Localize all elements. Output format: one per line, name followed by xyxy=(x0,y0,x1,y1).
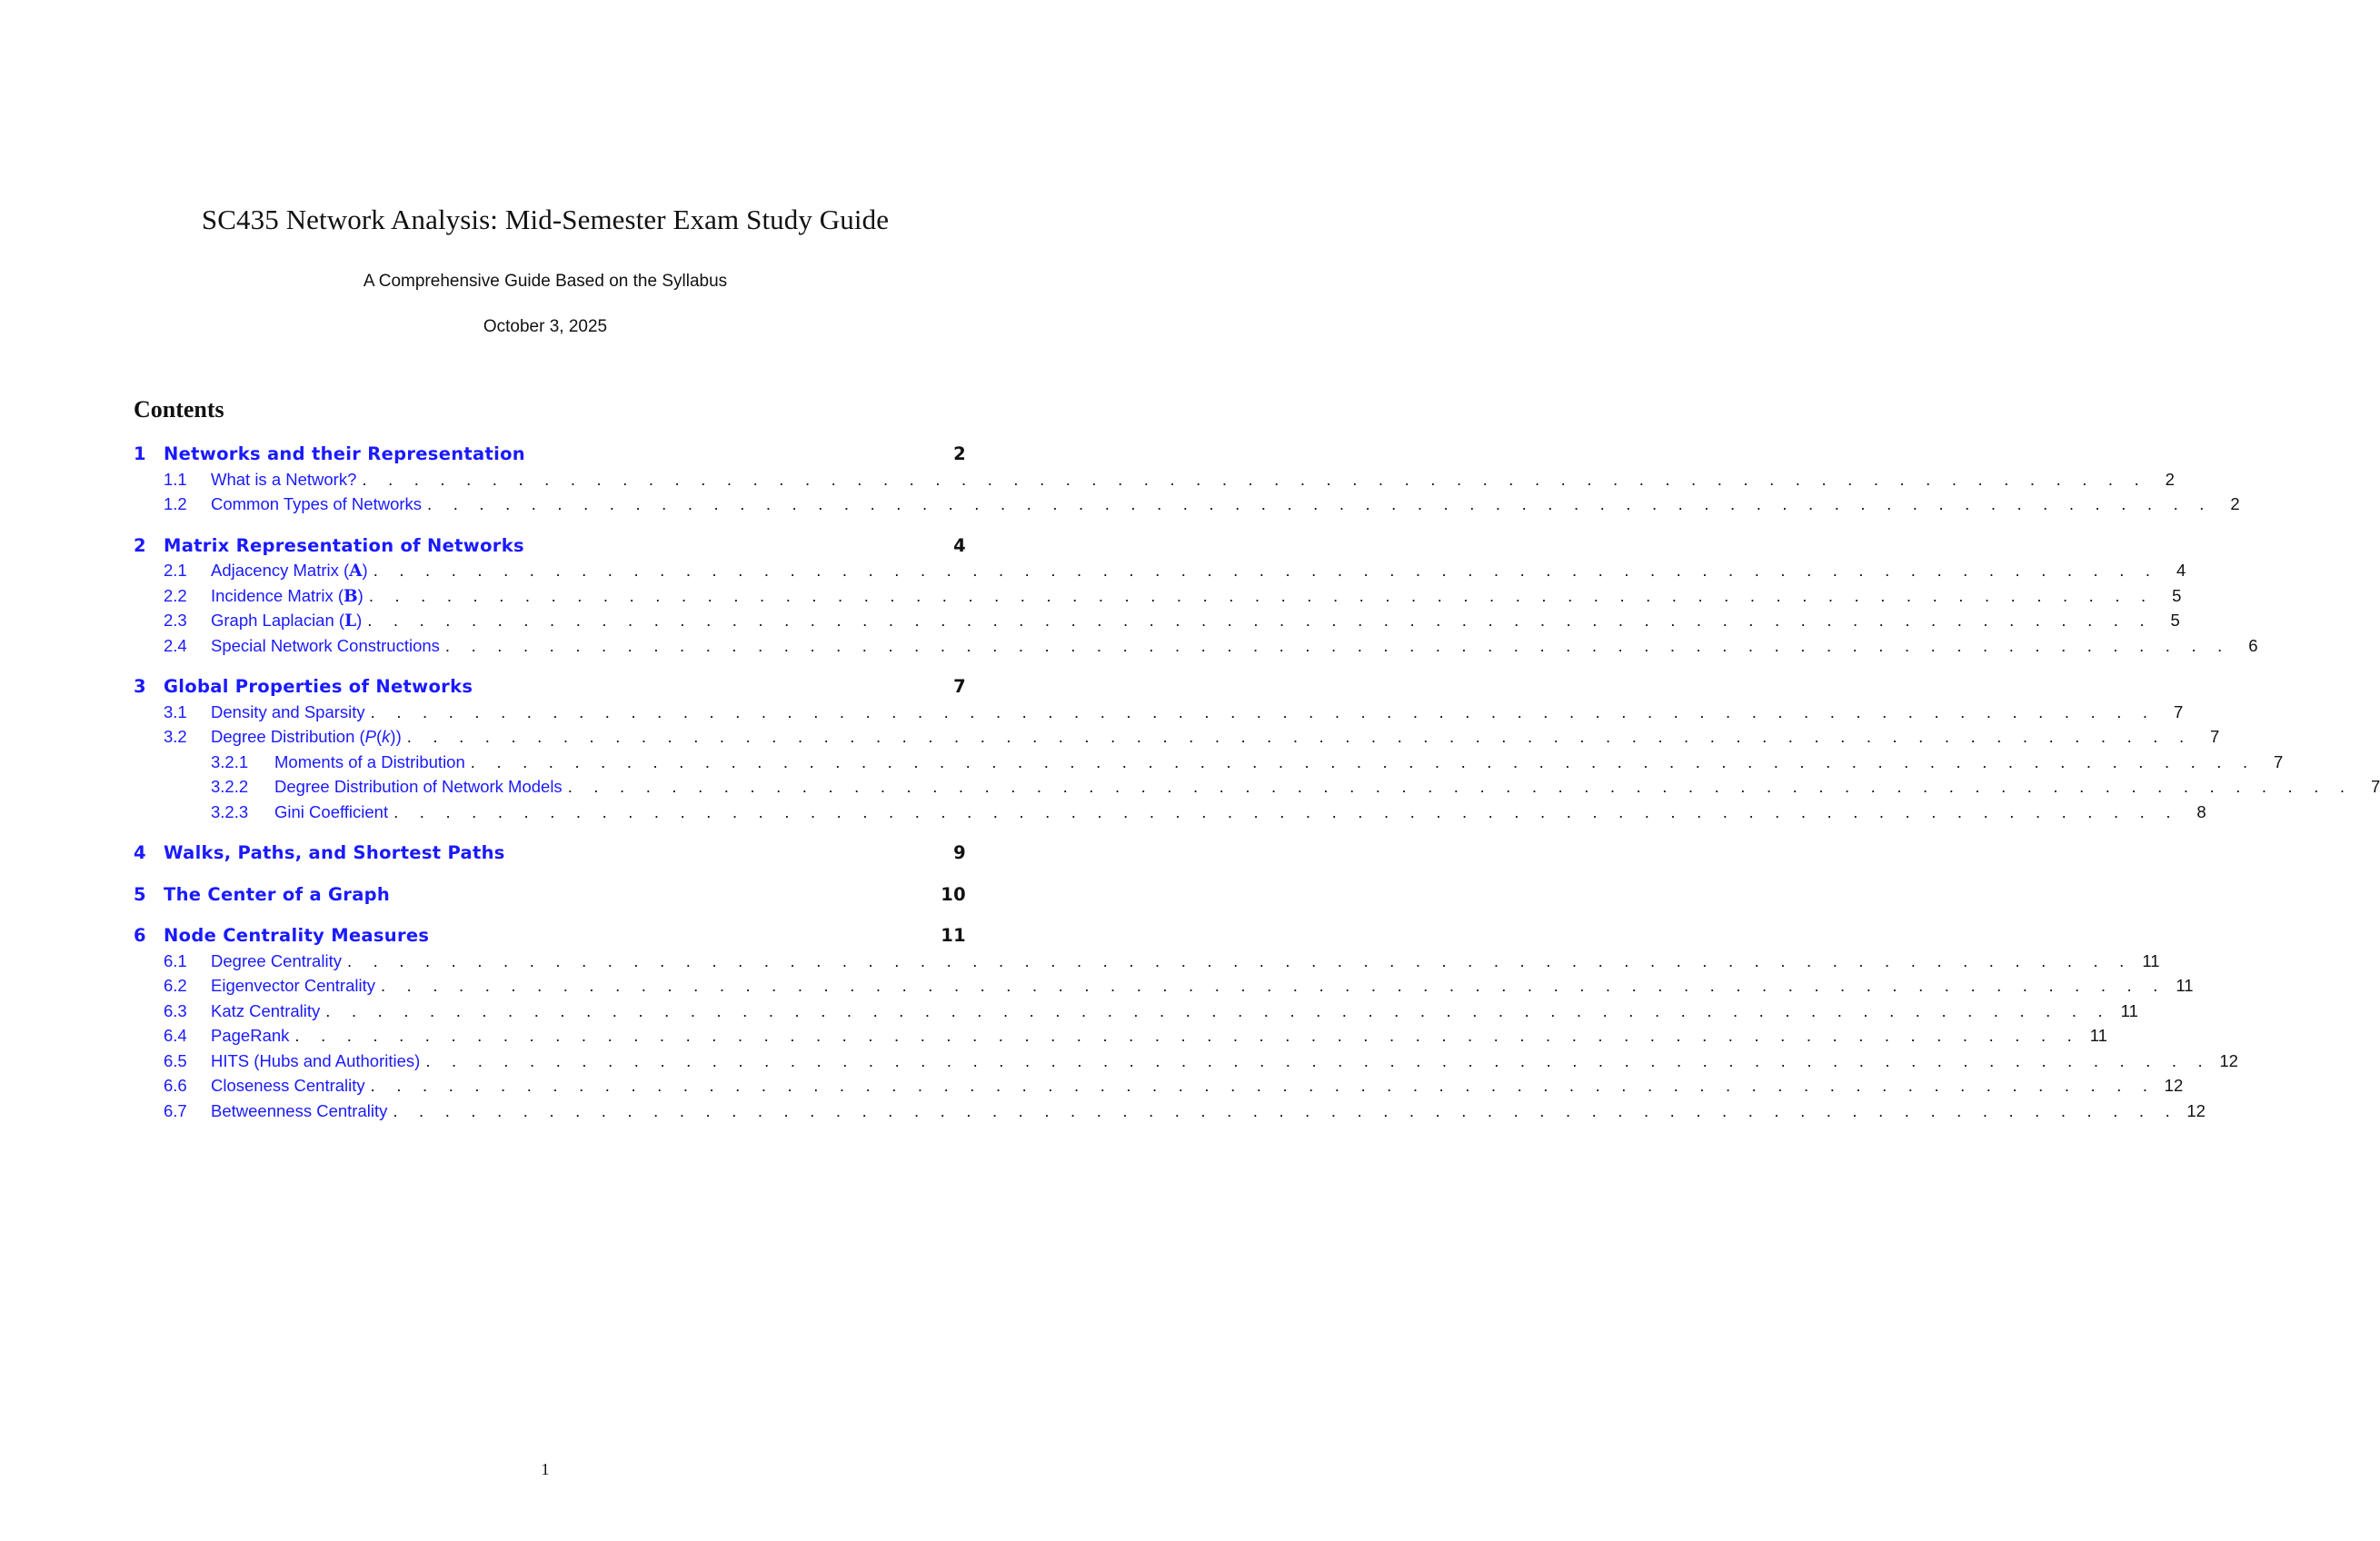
toc-leader-dots: . . . . . . . . . . . . . . . . . . . . . . . . . . . . . . . . . . . . . . . . . . . . . . . . . . . . . . . . . . . . . . . . . . . . . xyxy=(406,727,2193,746)
toc-section-link[interactable] xyxy=(134,923,966,949)
toc-entry-title: Common Types of Networks xyxy=(211,494,423,513)
toc-leader-dots: . . . . . . . . . . . . . . . . . . . . . . . . . . . . . . . . . . . . . . . . . . . . . . . . . . . . . . . . . . . . . . . . . . . . . xyxy=(470,751,2256,771)
toc-entry-page: 4 xyxy=(953,534,966,556)
toc-entry-page: 12 xyxy=(2164,1076,2184,1095)
toc-entry-page: 6 xyxy=(2248,635,2258,655)
toc-leader-dots: . . . . . . . . . . . . . . . . . . . . . . . . . . . . . . . . . . . . . . . . . . . . . . . . . . . . . . . . . . . . . . . . . . . . . xyxy=(325,1000,2111,1020)
toc-leader-dots: . . . . . . . . . . . . . . . . . . . . . . . . . . . . . . . . . . . . . . . . . . . . . . . . . . . . . . . . . . . . . . . . . . . . . xyxy=(427,494,2213,513)
toc-entry-title: Density and Sparsity xyxy=(211,701,365,721)
toc-subsection-link[interactable] xyxy=(134,949,2160,974)
toc-section xyxy=(134,442,2240,517)
toc-leader-dots: . . . . . . . . . . . . . . . . . . . . . . . . . . . . . . . . . . . . . . . . . . . . . . . . . . . . . . . . . . . . . . . . . . . . . xyxy=(370,1076,2156,1095)
toc-entry-number: 4 xyxy=(134,842,146,863)
toc-entry-page: 7 xyxy=(2210,727,2220,746)
toc-entry-page: 2 xyxy=(953,443,966,464)
toc-subsection-link[interactable] xyxy=(134,583,2182,609)
toc-entry-title: Special Network Constructions xyxy=(211,635,440,655)
toc-entry-page: 9 xyxy=(953,842,966,863)
toc-entry-number: 1.2 xyxy=(164,494,187,513)
toc-leader-dots: . . . . . . . . . . . . . . . . . . . . . . . . . . . . . . . . . . . . . . . . . . . . . . . . . . . . . . . . . . . . . . . . . . . . . xyxy=(425,1050,2211,1070)
toc-subsection-link[interactable] xyxy=(134,608,2180,633)
toc-subsection-link[interactable] xyxy=(134,492,2240,517)
toc-subsubsection-link[interactable] xyxy=(134,750,2284,775)
toc-entry-title: Degree Distribution of Network Models xyxy=(274,777,563,796)
toc-subsection-link[interactable] xyxy=(134,973,2194,999)
toc-entry-number: 6.1 xyxy=(164,950,187,970)
toc-entry-title: Gini Coefficient xyxy=(274,801,389,821)
toc-entry-number: 3 xyxy=(134,676,146,697)
toc-section xyxy=(134,882,966,908)
toc-subsection-link[interactable] xyxy=(134,1073,2184,1099)
toc-leader-dots: . . . . . . . . . . . . . . . . . . . . . . . . . . . . . . . . . . . . . . . . . . . . . . . . . . . . . . . . . . . . . . . . . . . . . xyxy=(367,611,2153,630)
toc-entry-page: 2 xyxy=(2165,469,2175,489)
toc-entry-number: 1 xyxy=(134,443,146,464)
toc-leader-dots: . . . . . . . . . . . . . . . . . . . . . . . . . . . . . . . . . . . . . . . . . . . . . . . . . . . . . . . . . . . . . . . . . . . . . xyxy=(567,777,2354,796)
toc-entry-title: The Center of a Graph xyxy=(164,883,391,905)
table-of-contents xyxy=(134,442,2380,1139)
toc-entry-title: Degree Centrality xyxy=(211,950,342,970)
toc-entry-number: 3.2.3 xyxy=(211,801,249,821)
toc-leader-dots: . . . . . . . . . . . . . . . . . . . . . . . . . . . . . . . . . . . . . . . . . . . . . . . . . . . . . . . . . . . . . . . . . . . . . xyxy=(393,801,2179,821)
toc-entry-title: Betweenness Centrality xyxy=(211,1100,388,1120)
toc-entry-number: 3.2.1 xyxy=(211,751,249,771)
toc-subsection-link[interactable] xyxy=(134,558,2186,583)
toc-entry-number: 3.2 xyxy=(164,727,187,746)
toc-entry-title: Degree Distribution (P(k)) xyxy=(211,727,402,746)
toc-section xyxy=(134,533,2258,659)
toc-entry-number: 2 xyxy=(134,534,146,556)
toc-section-link[interactable] xyxy=(134,442,966,467)
toc-entry-page: 4 xyxy=(2176,561,2186,580)
toc-entry-title: Eigenvector Centrality xyxy=(211,976,375,995)
toc-entry-number: 2.1 xyxy=(164,561,187,580)
toc-entry-number: 6 xyxy=(134,925,146,946)
toc-entry-title: PageRank xyxy=(211,1026,290,1045)
toc-entry-page: 11 xyxy=(2120,1000,2138,1020)
toc-subsection-link[interactable] xyxy=(134,1023,2107,1049)
toc-subsection-link[interactable] xyxy=(134,1099,2206,1124)
toc-leader-dots: . . . . . . . . . . . . . . . . . . . . . . . . . . . . . . . . . . . . . . . . . . . . . . . . . . . . . . . . . . . . . . . . . . . . . xyxy=(373,561,2159,580)
page-number: 1 xyxy=(541,1460,550,1478)
toc-entry-title: Walks, Paths, and Shortest Paths xyxy=(164,842,505,863)
toc-entry-page: 11 xyxy=(2142,950,2160,970)
toc-entry-number: 6.2 xyxy=(164,976,187,995)
toc-entry-title: Networks and their Representation xyxy=(164,443,525,464)
document-date: October 3, 2025 xyxy=(483,317,608,336)
toc-entry-page: 11 xyxy=(2089,1026,2107,1045)
toc-entry-number: 2.4 xyxy=(164,635,187,655)
toc-entry-page: 5 xyxy=(2172,585,2182,605)
toc-entry-title: Moments of a Distribution xyxy=(274,751,465,771)
toc-entry-number: 3.2.2 xyxy=(211,777,249,796)
toc-entry-title: Closeness Centrality xyxy=(211,1076,365,1095)
toc-leader-dots: . . . . . . . . . . . . . . . . . . . . . . . . . . . . . . . . . . . . . . . . . . . . . . . . . . . . . . . . . . . . . . . . . . . . . xyxy=(294,1026,2080,1045)
toc-entry-page: 2 xyxy=(2230,494,2240,513)
toc-subsection-link[interactable] xyxy=(134,633,2258,659)
toc-entry-page: 7 xyxy=(2274,751,2284,771)
toc-entry-page: 11 xyxy=(941,925,966,946)
toc-subsection-link[interactable] xyxy=(134,1049,2238,1074)
toc-section xyxy=(134,674,2380,824)
document-title: SC435 Network Analysis: Mid-Semester Exam Study Guide xyxy=(201,204,890,235)
toc-section-link[interactable] xyxy=(134,882,966,908)
toc-leader-dots: . . . . . . . . . . . . . . . . . . . . . . . . . . . . . . . . . . . . . . . . . . . . . . . . . . . . . . . . . . . . . . . . . . . . . xyxy=(362,469,2147,489)
toc-entry-page: 12 xyxy=(2219,1050,2238,1070)
toc-entry-number: 6.6 xyxy=(164,1076,187,1095)
toc-section-link[interactable] xyxy=(134,840,966,866)
toc-section xyxy=(134,923,2238,1123)
toc-subsubsection-link[interactable] xyxy=(134,800,2206,825)
toc-entry-number: 6.5 xyxy=(164,1050,187,1070)
toc-section xyxy=(134,840,966,866)
toc-entry-number: 3.1 xyxy=(164,701,187,721)
toc-entry-number: 6.7 xyxy=(164,1100,187,1120)
toc-entry-title: Node Centrality Measures xyxy=(164,925,430,946)
toc-entry-number: 1.1 xyxy=(164,469,187,489)
toc-entry-page: 8 xyxy=(2196,801,2206,821)
toc-leader-dots: . . . . . . . . . . . . . . . . . . . . . . . . . . . . . . . . . . . . . . . . . . . . . . . . . . . . . . . . . . . . . . . . . . . . . xyxy=(444,635,2231,655)
toc-leader-dots: . . . . . . . . . . . . . . . . . . . . . . . . . . . . . . . . . . . . . . . . . . . . . . . . . . . . . . . . . . . . . . . . . . . . . xyxy=(368,585,2155,605)
toc-entry-number: 2.3 xyxy=(164,611,187,630)
contents-heading: Contents xyxy=(134,396,224,423)
toc-entry-number: 6.4 xyxy=(164,1026,187,1045)
toc-section-link[interactable] xyxy=(134,674,966,700)
toc-leader-dots: . . . . . . . . . . . . . . . . . . . . . . . . . . . . . . . . . . . . . . . . . . . . . . . . . . . . . . . . . . . . . . . . . . . . . xyxy=(380,976,2166,995)
toc-entry-number: 2.2 xyxy=(164,585,187,605)
toc-entry-page: 10 xyxy=(941,883,966,905)
toc-entry-page: 7 xyxy=(2173,701,2184,721)
toc-leader-dots: . . . . . . . . . . . . . . . . . . . . . . . . . . . . . . . . . . . . . . . . . . . . . . . . . . . . . . . . . . . . . . . . . . . . . xyxy=(370,701,2156,721)
document-subtitle: A Comprehensive Guide Based on the Syllabus xyxy=(363,272,728,291)
toc-subsection-link[interactable] xyxy=(134,467,2175,492)
toc-entry-title: HITS (Hubs and Authorities) xyxy=(211,1050,421,1070)
toc-entry-title: Global Properties of Networks xyxy=(164,676,473,697)
toc-subsection-link[interactable] xyxy=(134,700,2184,725)
toc-entry-title: Katz Centrality xyxy=(211,1000,321,1020)
toc-leader-dots: . . . . . . . . . . . . . . . . . . . . . . . . . . . . . . . . . . . . . . . . . . . . . . . . . . . . . . . . . . . . . . . . . . . . . xyxy=(393,1100,2178,1120)
toc-entry-title: Adjacency Matrix (A) xyxy=(211,561,368,581)
toc-subsubsection-link[interactable] xyxy=(134,774,2380,800)
toc-subsection-link[interactable] xyxy=(134,999,2138,1024)
toc-subsection-link[interactable] xyxy=(134,724,2220,750)
toc-entry-title: Incidence Matrix (B) xyxy=(211,585,363,606)
toc-entry-title: Matrix Representation of Networks xyxy=(164,534,524,556)
toc-entry-number: 6.3 xyxy=(164,1000,187,1020)
toc-entry-page: 11 xyxy=(2176,976,2194,995)
toc-entry-page: 7 xyxy=(2370,777,2380,796)
toc-section-link[interactable] xyxy=(134,533,966,559)
toc-entry-title: What is a Network? xyxy=(211,469,357,489)
toc-entry-title: Graph Laplacian (L) xyxy=(211,611,363,631)
toc-entry-page: 12 xyxy=(2186,1100,2206,1120)
toc-entry-page: 7 xyxy=(953,676,966,697)
toc-entry-page: 5 xyxy=(2170,611,2180,630)
toc-leader-dots: . . . . . . . . . . . . . . . . . . . . . . . . . . . . . . . . . . . . . . . . . . . . . . . . . . . . . . . . . . . . . . . . . . . . . xyxy=(346,950,2133,970)
toc-entry-number: 5 xyxy=(134,883,146,905)
